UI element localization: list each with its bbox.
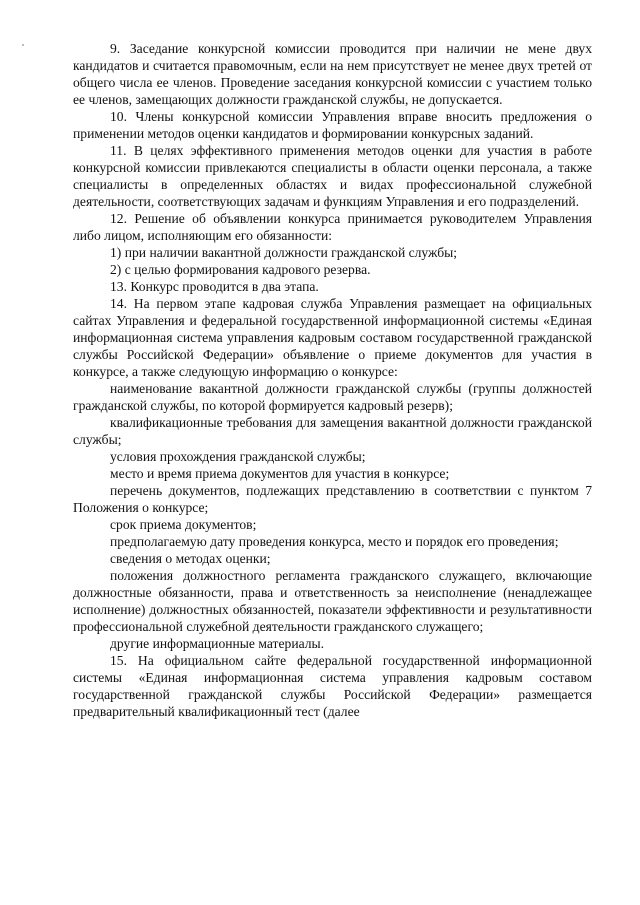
- paragraph-12: 12. Решение об объявлении конкурса принимается руководителем Управления либо лицом, исполняющим его обязанности:: [73, 211, 592, 243]
- paragraph-14: 14. На первом этапе кадровая служба Управления размещает на официальных сайтах Управления и федеральной государственной информационной системы «Единая информационная система управления кадровым составом государственной гражданской службы Российской Федерации» объявление о приеме документов для участия в конкурсе, а также следующую информацию о конкурсе:: [73, 296, 592, 379]
- paragraph-14-item-regulations: положения должностного регламента гражданского служащего, включающие должностные обязанности, права и ответственность за неисполнение (ненадлежащее исполнение) должностных обязанностей, показатели эффективности и результативности профессиональной служебной деятельности гражданского служащего;: [73, 568, 592, 634]
- paragraph-14-item-deadline: срок приема документов;: [110, 517, 257, 532]
- paragraph-14-item-methods: сведения о методах оценки;: [110, 551, 271, 566]
- paragraph-12-item-2: 2) с целью формирования кадрового резерва.: [110, 262, 371, 277]
- paragraph-14-item-documents-list: перечень документов, подлежащих представлению в соответствии с пунктом 7 Положения о конкурсе;: [73, 483, 592, 515]
- paragraph-10: 10. Члены конкурсной комиссии Управления вправе вносить предложения о применении методов оценки кандидатов и формировании конкурсных заданий.: [73, 109, 592, 141]
- paragraph-14-item-requirements: квалификационные требования для замещения вакантной должности гражданской службы;: [73, 415, 592, 447]
- paragraph-14-item-other: другие информационные материалы.: [110, 636, 325, 651]
- paragraph-12-item-1: 1) при наличии вакантной должности гражданской службы;: [110, 245, 458, 260]
- paragraph-14-item-position: наименование вакантной должности гражданской службы (группы должностей гражданской службы, по которой формируется кадровый резерв);: [73, 381, 592, 413]
- paragraph-14-item-contest-date: предполагаемую дату проведения конкурса, место и порядок его проведения;: [110, 534, 559, 549]
- paragraph-14-item-place-time: место и время приема документов для участия в конкурсе;: [110, 466, 450, 481]
- scan-dot-mark: [22, 44, 24, 46]
- paragraph-11: 11. В целях эффективного применения методов оценки для участия в работе конкурсной комиссии привлекаются специалисты в области оценки персонала, а также специалисты в определенных областях и видах профессиональной служебной деятельности, соответствующих задачам и функциям Управления и его подразделений.: [73, 143, 592, 209]
- paragraph-13: 13. Конкурс проводится в два этапа.: [110, 279, 319, 294]
- document-body: [73, 40, 592, 720]
- paragraph-15: 15. На официальном сайте федеральной государственной информационной системы «Единая информационная система управления кадровым составом государственной гражданской службы Российской Федерации» размещается предварительный квалификационный тест (далее: [73, 653, 592, 719]
- paragraph-9: 9. Заседание конкурсной комиссии проводится при наличии не мене двух кандидатов и считается правомочным, если на нем присутствует не менее двух третей от общего числа ее членов. Проведение заседания конкурсной комиссии с участием только ее членов, замещающих должности гражданской службы, не допускается.: [73, 41, 592, 107]
- paragraph-14-item-conditions: условия прохождения гражданской службы;: [110, 449, 366, 464]
